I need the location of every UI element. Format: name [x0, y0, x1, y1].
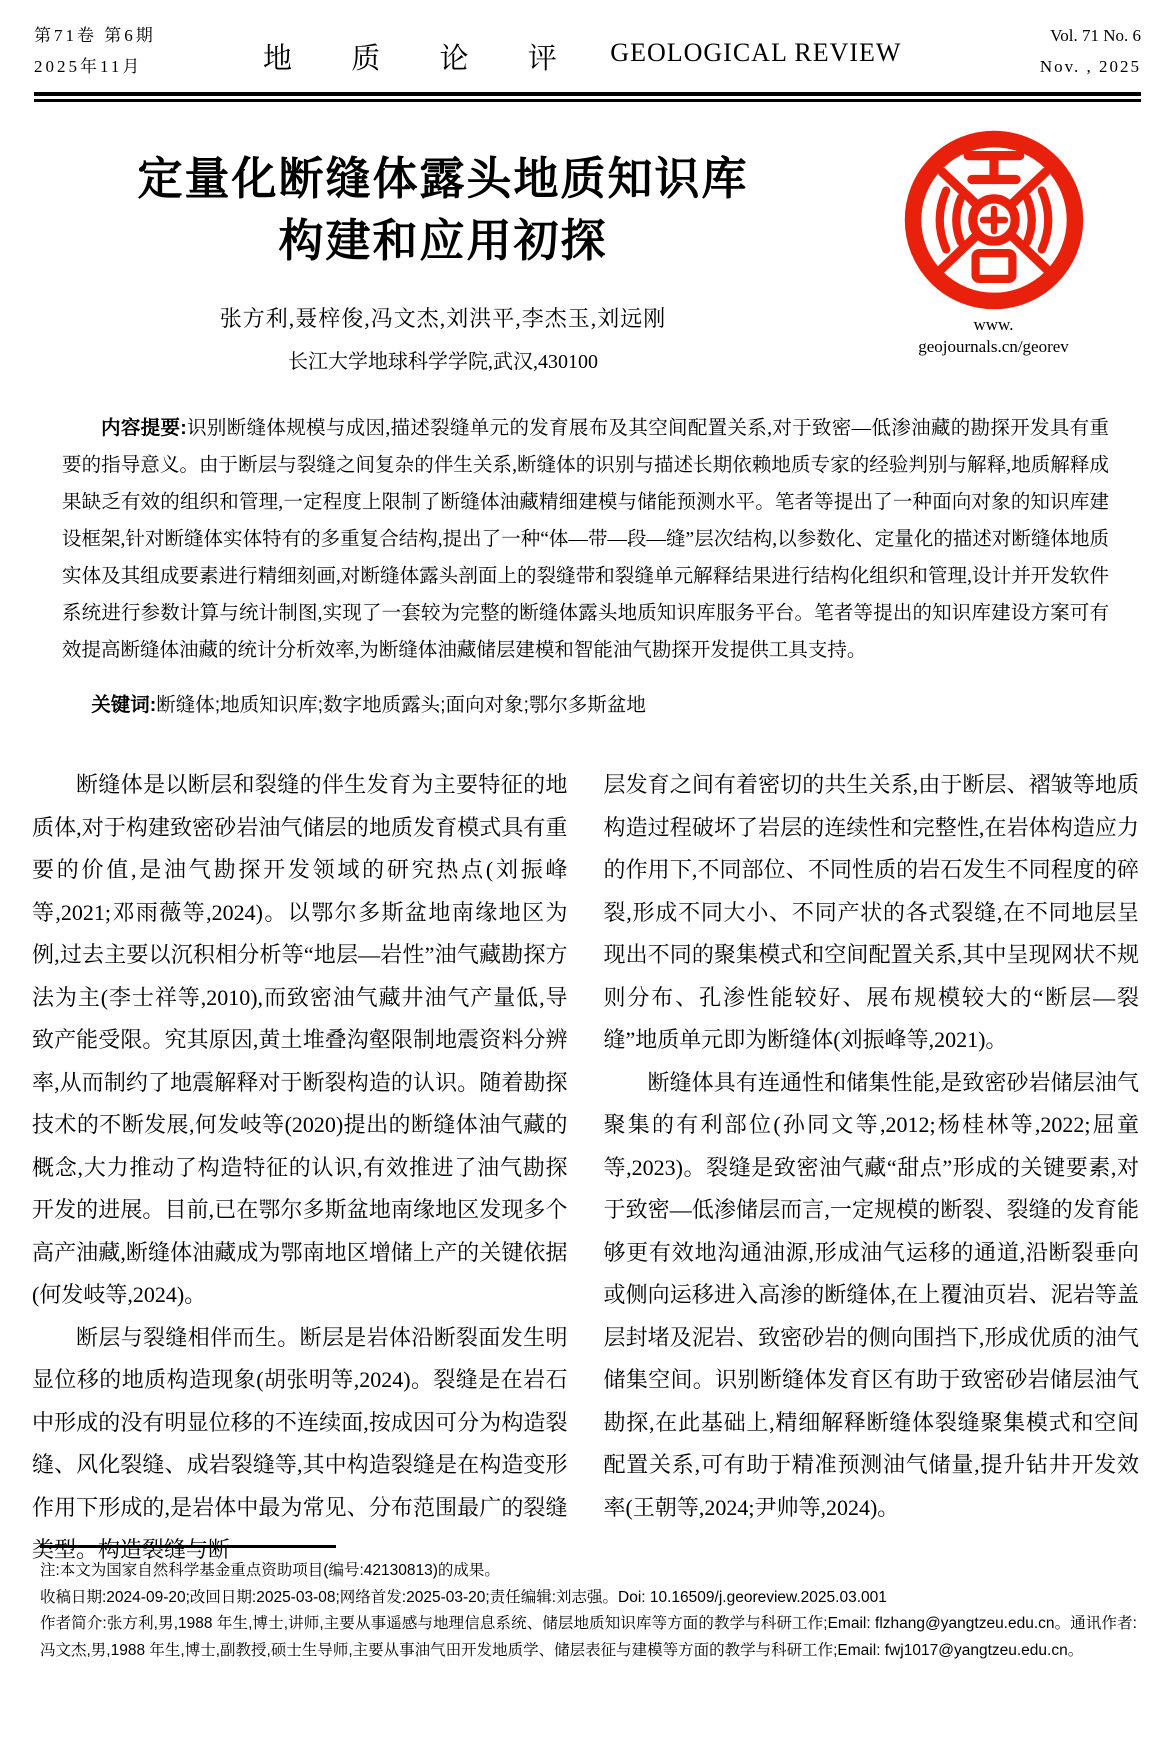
footnotes	[40, 1545, 1137, 1664]
keywords-text: 断缝体;地质知识库;数字地质露头;面向对象;鄂尔多斯盆地	[156, 694, 646, 716]
seal-url-line1: www.	[973, 315, 1014, 334]
authors-line: 张方利,聂梓俊,冯文杰,刘洪平,李杰玉,刘远刚	[219, 306, 667, 331]
keywords	[62, 687, 1109, 724]
date-cn: 2025年11月	[34, 57, 143, 76]
journal-name-cn: 地 质 论 评	[263, 43, 583, 75]
abstract-text: 识别断缝体规模与成因,描述裂缝单元的发育展布及其空间配置关系,对于致密—低渗油藏的勘探开发具有重要的指导意义。由于断层与裂缝之间复杂的伴生关系,断缝体的识别与描述长期依赖地质专家的经验判别与解释,地质解释成果缺乏有效的组织和管理,一定程度上限制了断缝体油藏精细建模与储能预测水平。笔者等提出了一种面向对象的知识库建设框架,针对断缝体实体特有的多重复合结构,提出了一种“体—带—段—缝”层次结构,以参数化、定量化的描述对断缝体地质实体及其组成要素进行精细刻画,对断缝体露头剖面上的裂缝带和裂缝单元解释结果进行结构化组织和管理,设计并开发软件系统进行参数计算与统计制图,实现了一套较为完整的断缝体露头地质知识库服务平台。笔者等提出的知识库建设方案可有效提高断缝体油藏的统计分析效率,为断缝体油藏储层建模和智能油气勘探开发提供工具支持。	[62, 418, 1109, 661]
affiliation-line: 长江大学地球科学学院,武汉,430100	[288, 351, 598, 373]
paper-title	[40, 148, 846, 272]
title-zone	[40, 128, 1141, 374]
journal-seal-icon	[902, 128, 1086, 312]
title-block	[40, 128, 846, 374]
seal-url	[846, 314, 1141, 358]
body-paragraph: 断缝体具有连通性和储集性能,是致密砂岩储层油气聚集的有利部位(孙同文等,2012;杨桂林等,2022;屈童等,2023)。裂缝是致密油气藏“甜点”形成的关键要素,对于致密—低渗储层而言,一定规模的断裂、裂缝的发育能够更有效地沟通油源,形成油气运移的通道,沿断裂垂向或侧向运移进入高渗的断缝体,在上覆油页岩、泥岩等盖层封堵及泥岩、致密砂岩的侧向围挡下,形成优质的油气储集空间。识别断缝体发育区有助于致密砂岩储层油气勘探,在此基础上,精细解释断缝体裂缝聚集模式和空间配置关系,可有助于精准预测油气储量,提升钻井开发效率(王朝等,2024;尹帅等,2024)。	[603, 1069, 1139, 1520]
body-paragraph: 断层与裂缝相伴而生。断层是岩体沿断裂面发生明显位移的地质构造现象(胡张明等,2024)。裂缝是在岩石中形成的没有明显位移的不连续面,按成因可分为构造裂缝、风化裂缝、成岩裂缝等,其中构造裂缝是在构造变形作用下形成的,是岩体中最为常见、分布范围最广的裂缝类型。构造裂缝与断	[32, 1324, 568, 1562]
body-paragraph: 断缝体是以断层和裂缝的伴生发育为主要特征的地质体,对于构建致密砂岩油气储层的地质发育模式具有重要的价值,是油气勘探开发领域的研究热点(刘振峰等,2021;邓雨薇等,2024)。以鄂尔多斯盆地南缘地区为例,过去主要以沉积相分析等“地层—岩性”油气藏勘探方法为主(李士祥等,2010),而致密油气藏井油气产量低,导致产能受限。究其原因,黄土堆叠沟壑限制地震资料分辨率,从而制约了地震解释对于断裂构造的认识。随着勘探技术的不断发展,何发岐等(2020)提出的断缝体油气藏的概念,大力推动了构造特征的认识,有效推进了油气勘探开发的进展。目前,已在鄂尔多斯盆地南缘地区发现多个高产油藏,断缝体油藏成为鄂南地区增储上产的关键依据(何发岐等,2024)。	[32, 772, 568, 1307]
body-column-right	[604, 764, 1140, 1572]
paper-title-line1: 定量化断缝体露头地质知识库	[137, 153, 749, 204]
volume-issue-en: Vol. 71 No. 6	[1050, 26, 1141, 45]
seal-column	[846, 128, 1141, 374]
abstract-label: 内容提要:	[101, 417, 187, 439]
header-volume-issue-en	[929, 20, 1141, 82]
header-divider	[34, 92, 1141, 102]
date-en: Nov. , 2025	[1039, 57, 1141, 76]
body-column-left	[32, 764, 568, 1572]
paper-title-line2: 构建和应用初探	[278, 215, 608, 266]
footnote-divider	[40, 1545, 336, 1548]
keywords-label: 关键词:	[91, 694, 157, 716]
footnote-funding: 注:本文为国家自然科学基金重点资助项目(编号:42130813)的成果。	[40, 1562, 500, 1579]
header-volume-issue-cn	[34, 20, 249, 82]
seal-url-line2: geojournals.cn/georev	[918, 337, 1069, 356]
body-paragraph: 层发育之间有着密切的共生关系,由于断层、褶皱等地质构造过程破坏了岩层的连续性和完整性,在岩体构造应力的作用下,不同部位、不同性质的岩石发生不同程度的碎裂,形成不同大小、不同产状的各式裂缝,在不同地层呈现出不同的聚集模式和空间配置关系,其中呈现网状不规则分布、孔渗性能较好、展布规模较大的“断层—裂缝”地质单元即为断缝体(刘振峰等,2021)。	[603, 772, 1139, 1052]
abstract	[62, 410, 1109, 669]
journal-name-en: GEOLOGICAL REVIEW	[610, 38, 902, 67]
body-columns	[32, 764, 1139, 1572]
footnote-author-bio: 作者简介:张方利,男,1988 年生,博士,讲师,主要从事遥感与地理信息系统、储层地质知识库等方面的教学与科研工作;Email: flzhang@yangtzeu.edu.cn。通讯作者:冯文杰,男,1988 年生,博士,副教授,硕士生导师,主要从事油气田开发地质学、储层表征与建模等方面的教学与科研工作;Email: fwj1017@yangtzeu.edu.cn。	[40, 1615, 1137, 1659]
journal-header	[0, 0, 1171, 82]
volume-issue-cn: 第71卷 第6期	[34, 26, 156, 45]
footnote-dates-doi: 收稿日期:2024-09-20;改回日期:2025-03-08;网络首发:2025-03-20;责任编辑:刘志强。Doi: 10.16509/j.georeview.2025.03.001	[40, 1588, 887, 1606]
